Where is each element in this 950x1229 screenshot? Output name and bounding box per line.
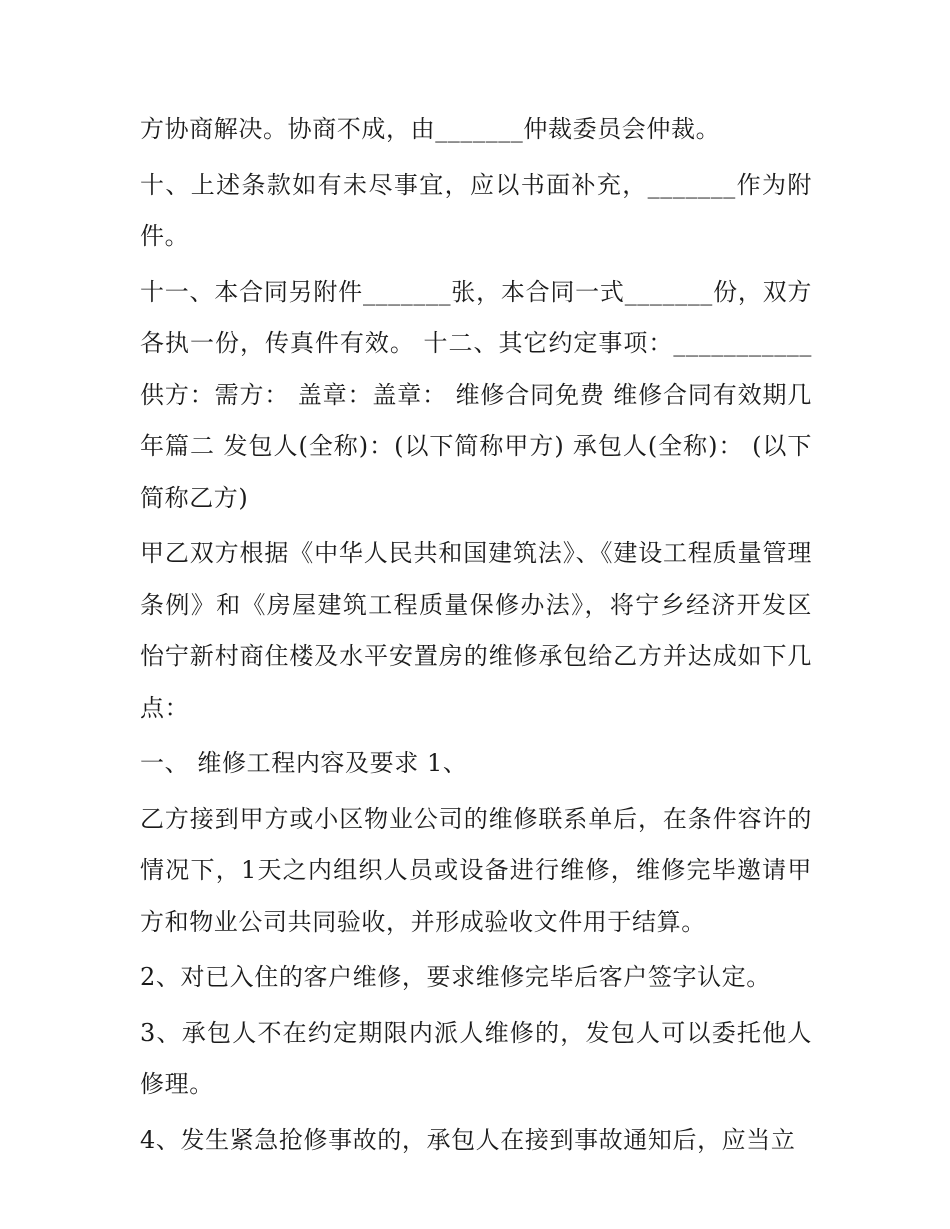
paragraph-preamble: 甲乙双方根据《中华人民共和国建筑法》、《建设工程质量管理条例》和《房屋建筑工程质量保修办法》，将宁乡经济开发区怡宁新村商住楼及水平安置房的维修承包给乙方并达成如下几点： bbox=[140, 539, 812, 722]
paragraph-clause-eleven: 十一、本合同另附件_______张，本合同一式_______份，双方各执一份，传真件有效。 十二、其它约定事项：___________供方：需方： 盖章：盖章： 维修合同免费 维修合同有效期几年篇二 发包人(全称)：(以下简称甲方) 承包人(全称)： (以下简称乙方) bbox=[140, 277, 812, 512]
paragraph-section-one: 一、 维修工程内容及要求 1、 bbox=[140, 749, 468, 777]
document-page bbox=[140, 104, 812, 1170]
paragraph-arbitration: 方协商解决。协商不成，由_______仲裁委员会仲裁。 bbox=[140, 115, 721, 143]
paragraph-item-four: 4、发生紧急抢修事故的，承包人在接到事故通知后，应当立 bbox=[140, 1125, 796, 1154]
paragraph-item-two: 2、对已入住的客户维修，要求维修完毕后客户签字认定。 bbox=[140, 963, 771, 991]
paragraph-clause-ten: 十、上述条款如有未尽事宜，应以书面补充，_______作为附件。 bbox=[140, 170, 812, 250]
paragraph-item-one: 乙方接到甲方或小区物业公司的维修联系单后，在条件容许的情况下，1天之内组织人员或设备进行维修，维修完毕邀请甲方和物业公司共同验收，并形成验收文件用于结算。 bbox=[140, 804, 812, 936]
paragraph-item-three: 3、承包人不在约定期限内派人维修的，发包人可以委托他人修理。 bbox=[140, 1018, 812, 1098]
